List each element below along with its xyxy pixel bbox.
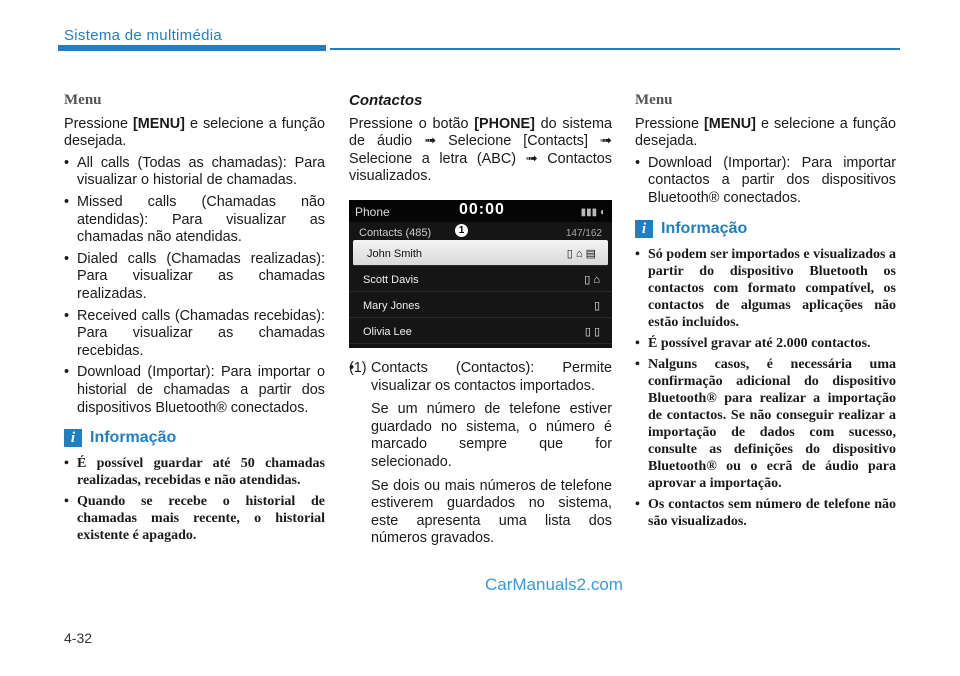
contact-row <box>349 318 612 344</box>
info-icon: i <box>635 220 653 238</box>
contacts-label: Contacts (485) <box>359 226 432 239</box>
screen-list-header <box>349 222 612 240</box>
info-list <box>64 455 325 544</box>
contact-name: John Smith <box>367 247 423 260</box>
contact-row <box>349 266 612 292</box>
callout-notes <box>349 360 612 548</box>
contacts-intro <box>349 116 612 186</box>
contact-row <box>353 240 608 266</box>
note-paragraph: Se um número de telefone estiver guardado no sistema, o número é marcado sempre que for selecionado. <box>371 401 612 470</box>
contact-name: Mary Jones <box>363 299 420 312</box>
call-options-list <box>64 155 325 417</box>
contact-type-icons: ▯ ⌂ ▤ <box>566 247 596 260</box>
header-accent-bar <box>58 45 326 51</box>
column-menu-contacts <box>635 92 896 534</box>
list-item: • É possível gravar até 2.000 contactos. <box>635 335 896 352</box>
menu-intro <box>64 116 325 151</box>
contact-options-list <box>635 155 896 208</box>
intro-text: Pressione o botão <box>349 115 475 132</box>
column-contacts <box>349 92 612 552</box>
list-item: • Missed calls (Chamadas não atendidas): Para visualizar as chamadas não atendidas. <box>64 194 325 247</box>
callout-marker: 1 <box>455 224 468 237</box>
info-title: Informação <box>661 219 748 237</box>
contact-name: Scott Davis <box>363 273 419 286</box>
info-icon: i <box>64 429 82 447</box>
phone-screen-image <box>349 200 612 348</box>
contacts-heading: Contactos <box>349 92 423 109</box>
status-icons: ▮▮▮ ◐ <box>580 206 606 218</box>
contact-row <box>349 292 612 318</box>
list-item: • Dialed calls (Chamadas realizadas): Para visualizar as chamadas realizadas. <box>64 251 325 304</box>
contacts-count: 147/162 <box>565 227 602 239</box>
screen-top-bar <box>349 200 612 222</box>
note-paragraph: Se dois ou mais números de telefone estiverem guardados no sistema, este apresenta uma lista dos números gravados. <box>371 477 612 547</box>
intro-text: e selecione a função desejada. <box>635 115 896 150</box>
contact-type-icons: ▯ ⌂ <box>584 273 600 286</box>
phone-key: [PHONE] <box>474 115 535 132</box>
contact-name: Olivia Lee <box>363 325 412 338</box>
contact-type-icons: ▯ ▯ <box>584 325 600 338</box>
list-item: • Só podem ser importados e visualizados a partir do dispositivo Bluetooth os contactos com formato compatível, os contactos de algumas aplicações não estão incluídos. <box>635 246 896 331</box>
menu-intro <box>635 116 896 151</box>
intro-text: do sistema de áudio ➟ Selecione [Contacts] ➟ Selecione a letra (ABC) ➟ Contactos visualizados. <box>349 115 612 185</box>
list-item: • Download (Importar): Para importar o historial de chamadas a partir dos dispositivos Bluetooth® conectados. <box>64 364 325 417</box>
menu-key: [MENU] <box>704 115 756 132</box>
info-list <box>635 246 896 530</box>
list-item: • Nalguns casos, é necessária uma confirmação adicional do dispositivo Bluetooth® para realizar a importação de contactos. Se não conseguir realizar a importação de dados com sucesso, consulte as definições do dispositivo Bluetooth® ou o ecrã de áudio para aprovar a importação. <box>635 356 896 492</box>
page-number: 4-32 <box>64 630 93 646</box>
note-number: • (1) <box>349 359 367 376</box>
menu-heading: Menu <box>64 92 102 108</box>
screen-time: 00:00 <box>459 200 505 218</box>
list-item: • Received calls (Chamadas recebidas): Para visualizar as chamadas recebidas. <box>64 308 325 361</box>
info-header <box>635 220 896 238</box>
intro-text: Pressione <box>64 115 133 132</box>
intro-text: e selecione a função desejada. <box>64 115 325 150</box>
column-menu-calls <box>64 92 325 548</box>
note-text: Contacts (Contactos): Permite visualizar os contactos importados. <box>371 359 612 394</box>
info-title: Informação <box>90 429 177 447</box>
header-rule <box>330 48 900 50</box>
list-item: • Os contactos sem número de telefone não são visualizados. <box>635 496 896 530</box>
intro-text: Pressione <box>635 115 704 132</box>
info-header <box>64 429 325 447</box>
note-item <box>349 360 612 548</box>
menu-key: [MENU] <box>133 115 185 132</box>
screen-title: Phone <box>355 204 390 219</box>
list-item: • Download (Importar): Para importar contactos a partir dos dispositivos Bluetooth® conectados. <box>635 155 896 208</box>
list-item: • All calls (Todas as chamadas): Para visualizar o historial de chamadas. <box>64 155 325 190</box>
section-title: Sistema de multimédia <box>64 27 223 44</box>
contact-type-icons: ▯ <box>593 299 600 312</box>
menu-heading: Menu <box>635 92 673 108</box>
list-item: • É possível guardar até 50 chamadas realizadas, recebidas e não atendidas. <box>64 455 325 489</box>
list-item: • Quando se recebe o historial de chamadas mais recente, o historial existente é apagado. <box>64 493 325 544</box>
watermark: CarManuals2.com <box>485 575 623 594</box>
